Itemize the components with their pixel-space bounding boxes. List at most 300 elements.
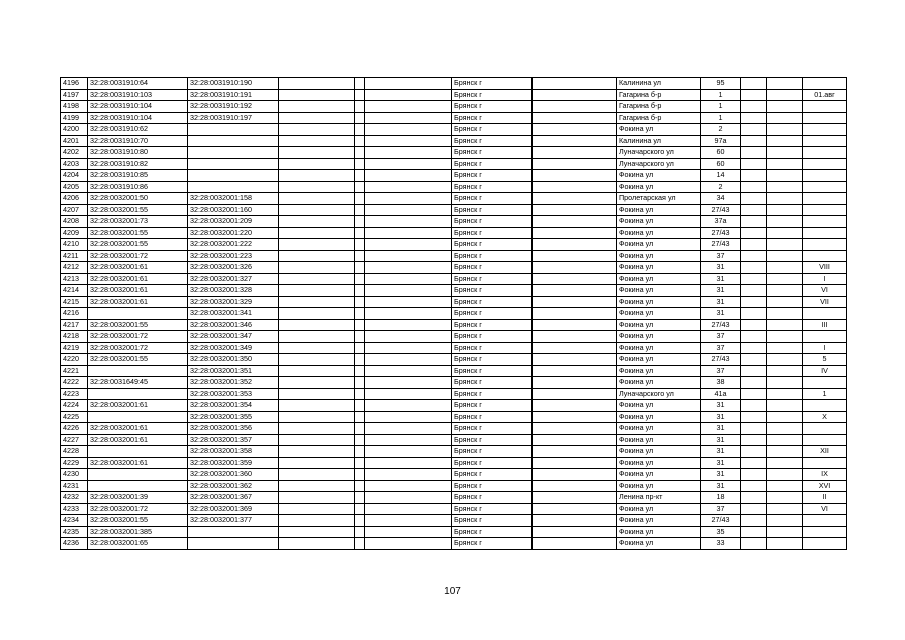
table-cell: 2 bbox=[701, 124, 741, 136]
table-cell bbox=[533, 147, 617, 159]
table-cell bbox=[767, 296, 803, 308]
table-cell bbox=[355, 101, 365, 113]
table-cell: Фокина ул bbox=[617, 216, 701, 228]
table-cell: Брянск г bbox=[452, 262, 532, 274]
table-cell: 60 bbox=[701, 158, 741, 170]
table-cell: 32:28:0032001:50 bbox=[88, 193, 188, 205]
table-cell: Брянск г bbox=[452, 135, 532, 147]
table-cell: 32:28:0032001:353 bbox=[188, 388, 279, 400]
table-cell bbox=[533, 158, 617, 170]
table-cell: 32:28:0031910:103 bbox=[88, 89, 188, 101]
table-cell bbox=[741, 446, 767, 458]
table-cell: 37 bbox=[701, 342, 741, 354]
table-cell: 32:28:0031910:191 bbox=[188, 89, 279, 101]
table-cell bbox=[355, 446, 365, 458]
table-cell: XVI bbox=[803, 480, 847, 492]
table-cell bbox=[355, 492, 365, 504]
table-cell: 32:28:0032001:349 bbox=[188, 342, 279, 354]
table-cell: 32:28:0032001:222 bbox=[188, 239, 279, 251]
table-cell bbox=[279, 158, 355, 170]
table-cell: 32:28:0032001:61 bbox=[88, 457, 188, 469]
table-cell: Брянск г bbox=[452, 204, 532, 216]
table-cell bbox=[741, 515, 767, 527]
table-cell bbox=[279, 285, 355, 297]
table-cell: 14 bbox=[701, 170, 741, 182]
table-cell bbox=[279, 319, 355, 331]
table-cell bbox=[188, 124, 279, 136]
table-cell: Брянск г bbox=[452, 308, 532, 320]
table-cell: Гагарина б-р bbox=[617, 89, 701, 101]
table-row bbox=[61, 273, 847, 285]
table-cell bbox=[533, 457, 617, 469]
table-cell bbox=[767, 216, 803, 228]
table-row bbox=[61, 388, 847, 400]
table-cell bbox=[365, 503, 452, 515]
table-cell bbox=[365, 285, 452, 297]
table-cell: Фокина ул bbox=[617, 457, 701, 469]
table-cell bbox=[803, 181, 847, 193]
table-cell: Фокина ул bbox=[617, 296, 701, 308]
table-row bbox=[61, 78, 847, 90]
table-row bbox=[61, 239, 847, 251]
table-cell bbox=[355, 480, 365, 492]
table-cell bbox=[365, 434, 452, 446]
table-cell bbox=[741, 538, 767, 550]
table-cell bbox=[365, 365, 452, 377]
table-cell bbox=[767, 227, 803, 239]
table-cell bbox=[279, 308, 355, 320]
table-cell bbox=[279, 538, 355, 550]
table-row bbox=[61, 147, 847, 159]
table-cell: Фокина ул bbox=[617, 170, 701, 182]
table-cell bbox=[533, 101, 617, 113]
cadastral-register-table bbox=[60, 77, 847, 550]
table-row bbox=[61, 262, 847, 274]
table-row bbox=[61, 170, 847, 182]
table-cell bbox=[803, 434, 847, 446]
table-cell bbox=[279, 354, 355, 366]
table-cell bbox=[803, 423, 847, 435]
table-cell: IV bbox=[803, 365, 847, 377]
table-row bbox=[61, 101, 847, 113]
table-cell: 4198 bbox=[61, 101, 88, 113]
table-cell bbox=[767, 262, 803, 274]
table-cell bbox=[741, 308, 767, 320]
table-cell: Брянск г bbox=[452, 365, 532, 377]
table-cell bbox=[365, 147, 452, 159]
table-cell bbox=[279, 446, 355, 458]
table-row bbox=[61, 457, 847, 469]
table-cell: 32:28:0032001:351 bbox=[188, 365, 279, 377]
table-cell: 32:28:0031649:45 bbox=[88, 377, 188, 389]
table-cell: Брянск г bbox=[452, 469, 532, 481]
table-cell bbox=[741, 158, 767, 170]
table-cell bbox=[365, 388, 452, 400]
table-cell: 32:28:0032001:341 bbox=[188, 308, 279, 320]
table-row bbox=[61, 434, 847, 446]
table-cell bbox=[365, 480, 452, 492]
table-cell: 32:28:0032001:160 bbox=[188, 204, 279, 216]
table-cell bbox=[803, 124, 847, 136]
table-cell bbox=[279, 101, 355, 113]
table-cell: Брянск г bbox=[452, 193, 532, 205]
table-cell bbox=[279, 89, 355, 101]
table-cell bbox=[533, 193, 617, 205]
table-cell: Брянск г bbox=[452, 181, 532, 193]
table-row bbox=[61, 342, 847, 354]
table-cell: 4212 bbox=[61, 262, 88, 274]
table-cell: 4209 bbox=[61, 227, 88, 239]
table-cell: 27/43 bbox=[701, 515, 741, 527]
table-cell bbox=[355, 193, 365, 205]
table-cell: 32:28:0032001:72 bbox=[88, 342, 188, 354]
table-cell bbox=[741, 411, 767, 423]
table-cell bbox=[355, 319, 365, 331]
table-cell: 4233 bbox=[61, 503, 88, 515]
table-cell bbox=[365, 319, 452, 331]
table-cell bbox=[365, 273, 452, 285]
table-cell: 4221 bbox=[61, 365, 88, 377]
table-cell bbox=[365, 538, 452, 550]
table-cell bbox=[279, 193, 355, 205]
table-cell: Фокина ул bbox=[617, 411, 701, 423]
table-cell bbox=[355, 388, 365, 400]
table-cell bbox=[88, 365, 188, 377]
table-row bbox=[61, 227, 847, 239]
table-row bbox=[61, 503, 847, 515]
table-cell bbox=[803, 193, 847, 205]
table-cell: 31 bbox=[701, 457, 741, 469]
table-cell: Фокина ул bbox=[617, 239, 701, 251]
table-cell bbox=[533, 365, 617, 377]
table-cell bbox=[767, 135, 803, 147]
table-cell bbox=[767, 400, 803, 412]
table-cell: Фокина ул bbox=[617, 124, 701, 136]
table-cell: 31 bbox=[701, 262, 741, 274]
table-cell bbox=[803, 400, 847, 412]
table-cell: 2 bbox=[701, 181, 741, 193]
table-cell: 32:28:0032001:326 bbox=[188, 262, 279, 274]
table-cell: VII bbox=[803, 296, 847, 308]
table-cell: 4228 bbox=[61, 446, 88, 458]
table-cell: 32:28:0031910:70 bbox=[88, 135, 188, 147]
table-cell: Фокина ул bbox=[617, 308, 701, 320]
table-cell bbox=[355, 112, 365, 124]
table-cell: 4203 bbox=[61, 158, 88, 170]
table-cell bbox=[767, 331, 803, 343]
table-cell: 32:28:0032001:73 bbox=[88, 216, 188, 228]
table-cell bbox=[355, 457, 365, 469]
table-cell: 4222 bbox=[61, 377, 88, 389]
table-cell: Брянск г bbox=[452, 227, 532, 239]
table-cell bbox=[533, 262, 617, 274]
table-cell bbox=[279, 526, 355, 538]
table-cell: Брянск г bbox=[452, 273, 532, 285]
table-cell: 4223 bbox=[61, 388, 88, 400]
table-cell: 32:28:0031910:64 bbox=[88, 78, 188, 90]
table-cell bbox=[188, 526, 279, 538]
table-cell bbox=[741, 193, 767, 205]
table-cell bbox=[355, 354, 365, 366]
table-cell bbox=[533, 411, 617, 423]
table-cell bbox=[741, 147, 767, 159]
table-cell: 32:28:0032001:355 bbox=[188, 411, 279, 423]
table-cell: 32:28:0031910:82 bbox=[88, 158, 188, 170]
table-cell: Брянск г bbox=[452, 124, 532, 136]
table-cell: 32:28:0032001:72 bbox=[88, 331, 188, 343]
table-cell bbox=[533, 526, 617, 538]
table-cell: 4199 bbox=[61, 112, 88, 124]
table-cell bbox=[365, 423, 452, 435]
table-cell bbox=[741, 342, 767, 354]
table-cell bbox=[365, 158, 452, 170]
table-cell bbox=[355, 342, 365, 354]
table-cell: 32:28:0032001:346 bbox=[188, 319, 279, 331]
table-cell: 27/43 bbox=[701, 204, 741, 216]
table-cell bbox=[355, 365, 365, 377]
table-cell bbox=[88, 446, 188, 458]
table-row bbox=[61, 377, 847, 389]
table-cell bbox=[803, 239, 847, 251]
table-cell: 32:28:0032001:369 bbox=[188, 503, 279, 515]
table-cell bbox=[741, 250, 767, 262]
table-cell: Брянск г bbox=[452, 78, 532, 90]
table-row bbox=[61, 480, 847, 492]
table-cell bbox=[741, 469, 767, 481]
table-cell: Брянск г bbox=[452, 388, 532, 400]
table-cell bbox=[533, 89, 617, 101]
table-cell bbox=[279, 457, 355, 469]
table-cell bbox=[88, 388, 188, 400]
table-row bbox=[61, 469, 847, 481]
table-cell: 37 bbox=[701, 365, 741, 377]
table-cell bbox=[803, 250, 847, 262]
table-cell: 37а bbox=[701, 216, 741, 228]
table-cell bbox=[279, 469, 355, 481]
table-cell: 32:28:0032001:220 bbox=[188, 227, 279, 239]
table-cell: 4202 bbox=[61, 147, 88, 159]
table-row bbox=[61, 135, 847, 147]
table-cell bbox=[365, 354, 452, 366]
table-cell: Фокина ул bbox=[617, 434, 701, 446]
table-row bbox=[61, 411, 847, 423]
table-cell bbox=[741, 262, 767, 274]
table-cell: 1 bbox=[701, 89, 741, 101]
table-cell: VI bbox=[803, 285, 847, 297]
table-cell: Брянск г bbox=[452, 480, 532, 492]
table-cell bbox=[741, 227, 767, 239]
table-row bbox=[61, 285, 847, 297]
table-cell bbox=[741, 331, 767, 343]
table-cell bbox=[767, 365, 803, 377]
table-cell bbox=[767, 503, 803, 515]
table-cell: Фокина ул bbox=[617, 480, 701, 492]
table-cell: 32:28:0032001:362 bbox=[188, 480, 279, 492]
table-cell bbox=[88, 308, 188, 320]
table-cell: 32:28:0031910:86 bbox=[88, 181, 188, 193]
table-cell bbox=[803, 457, 847, 469]
table-cell bbox=[365, 400, 452, 412]
table-cell bbox=[533, 342, 617, 354]
table-cell: Фокина ул bbox=[617, 354, 701, 366]
table-cell bbox=[279, 503, 355, 515]
table-cell bbox=[365, 331, 452, 343]
table-cell: 32:28:0032001:72 bbox=[88, 250, 188, 262]
table-cell: 35 bbox=[701, 526, 741, 538]
table-cell: Пролетарская ул bbox=[617, 193, 701, 205]
table-cell: 4225 bbox=[61, 411, 88, 423]
table-cell bbox=[355, 273, 365, 285]
table-cell bbox=[533, 296, 617, 308]
table-cell bbox=[279, 204, 355, 216]
table-row bbox=[61, 423, 847, 435]
table-cell: Брянск г bbox=[452, 89, 532, 101]
table-cell: Луначарского ул bbox=[617, 388, 701, 400]
table-cell bbox=[355, 227, 365, 239]
table-cell: 32:28:0031910:80 bbox=[88, 147, 188, 159]
table-cell bbox=[767, 446, 803, 458]
table-cell: I bbox=[803, 273, 847, 285]
table-cell bbox=[355, 331, 365, 343]
table-cell: Фокина ул bbox=[617, 181, 701, 193]
table-cell: Луначарского ул bbox=[617, 147, 701, 159]
table-cell bbox=[803, 170, 847, 182]
table-cell: Брянск г bbox=[452, 446, 532, 458]
table-cell bbox=[88, 469, 188, 481]
table-cell: 4234 bbox=[61, 515, 88, 527]
table-cell: 4196 bbox=[61, 78, 88, 90]
table-cell bbox=[355, 78, 365, 90]
table-cell bbox=[365, 469, 452, 481]
table-cell: Брянск г bbox=[452, 400, 532, 412]
table-cell bbox=[365, 411, 452, 423]
table-row bbox=[61, 204, 847, 216]
table-cell bbox=[803, 216, 847, 228]
table-cell bbox=[767, 377, 803, 389]
table-cell bbox=[767, 250, 803, 262]
table-cell bbox=[767, 388, 803, 400]
table-cell bbox=[767, 342, 803, 354]
table-cell bbox=[533, 227, 617, 239]
table-cell: 31 bbox=[701, 285, 741, 297]
table-cell: XII bbox=[803, 446, 847, 458]
table-cell bbox=[279, 377, 355, 389]
table-cell bbox=[741, 434, 767, 446]
table-cell bbox=[533, 423, 617, 435]
table-cell: Фокина ул bbox=[617, 365, 701, 377]
table-cell bbox=[741, 135, 767, 147]
table-cell bbox=[741, 181, 767, 193]
table-cell: III bbox=[803, 319, 847, 331]
table-cell bbox=[533, 319, 617, 331]
table-cell: 32:28:0032001:72 bbox=[88, 503, 188, 515]
table-cell bbox=[365, 101, 452, 113]
table-cell: Брянск г bbox=[452, 538, 532, 550]
table-cell bbox=[741, 285, 767, 297]
table-cell: Фокина ул bbox=[617, 469, 701, 481]
table-cell: 31 bbox=[701, 308, 741, 320]
table-cell: Фокина ул bbox=[617, 515, 701, 527]
table-cell: 1 bbox=[803, 388, 847, 400]
table-cell: Гагарина б-р bbox=[617, 101, 701, 113]
table-cell: 32:28:0032001:39 bbox=[88, 492, 188, 504]
table-cell: 4220 bbox=[61, 354, 88, 366]
table-cell: 32:28:0032001:55 bbox=[88, 515, 188, 527]
table-cell bbox=[803, 308, 847, 320]
table-cell bbox=[279, 388, 355, 400]
table-cell: 41а bbox=[701, 388, 741, 400]
table-cell: I bbox=[803, 342, 847, 354]
table-cell: II bbox=[803, 492, 847, 504]
table-cell: Фокина ул bbox=[617, 204, 701, 216]
table-cell: Фокина ул bbox=[617, 342, 701, 354]
table-cell: 33 bbox=[701, 538, 741, 550]
table-cell bbox=[741, 388, 767, 400]
table-cell bbox=[279, 227, 355, 239]
table-row bbox=[61, 319, 847, 331]
table-cell bbox=[365, 342, 452, 354]
table-cell bbox=[533, 503, 617, 515]
table-cell: Брянск г bbox=[452, 331, 532, 343]
table-cell bbox=[279, 434, 355, 446]
table-cell bbox=[803, 135, 847, 147]
table-cell: Фокина ул bbox=[617, 319, 701, 331]
table-cell bbox=[741, 170, 767, 182]
table-cell: 4227 bbox=[61, 434, 88, 446]
table-cell: Фокина ул bbox=[617, 538, 701, 550]
table-cell: Фокина ул bbox=[617, 446, 701, 458]
table-cell: 18 bbox=[701, 492, 741, 504]
table-cell bbox=[365, 239, 452, 251]
table-cell: 4218 bbox=[61, 331, 88, 343]
table-cell: 4216 bbox=[61, 308, 88, 320]
table-cell bbox=[355, 538, 365, 550]
table-cell: Фокина ул bbox=[617, 227, 701, 239]
table-cell: Брянск г bbox=[452, 411, 532, 423]
table-cell: 1 bbox=[701, 112, 741, 124]
table-cell: X bbox=[803, 411, 847, 423]
table-cell bbox=[355, 135, 365, 147]
table-cell bbox=[533, 434, 617, 446]
table-cell: 32:28:0032001:367 bbox=[188, 492, 279, 504]
table-cell: 32:28:0032001:377 bbox=[188, 515, 279, 527]
table-cell: 27/43 bbox=[701, 354, 741, 366]
table-cell bbox=[355, 526, 365, 538]
table-cell bbox=[365, 78, 452, 90]
table-cell bbox=[767, 434, 803, 446]
table-cell bbox=[767, 204, 803, 216]
table-row bbox=[61, 112, 847, 124]
table-cell: 32:28:0032001:357 bbox=[188, 434, 279, 446]
table-cell bbox=[767, 308, 803, 320]
table-cell bbox=[741, 89, 767, 101]
table-cell: Фокина ул bbox=[617, 285, 701, 297]
table-cell bbox=[803, 158, 847, 170]
table-cell bbox=[365, 515, 452, 527]
table-cell bbox=[767, 124, 803, 136]
table-cell bbox=[355, 503, 365, 515]
table-cell bbox=[767, 112, 803, 124]
table-cell bbox=[741, 78, 767, 90]
table-cell: 4206 bbox=[61, 193, 88, 205]
table-cell: 34 bbox=[701, 193, 741, 205]
table-cell: Брянск г bbox=[452, 434, 532, 446]
table-cell bbox=[767, 526, 803, 538]
table-cell bbox=[803, 331, 847, 343]
table-cell bbox=[767, 147, 803, 159]
table-cell: 4208 bbox=[61, 216, 88, 228]
table-cell bbox=[767, 89, 803, 101]
